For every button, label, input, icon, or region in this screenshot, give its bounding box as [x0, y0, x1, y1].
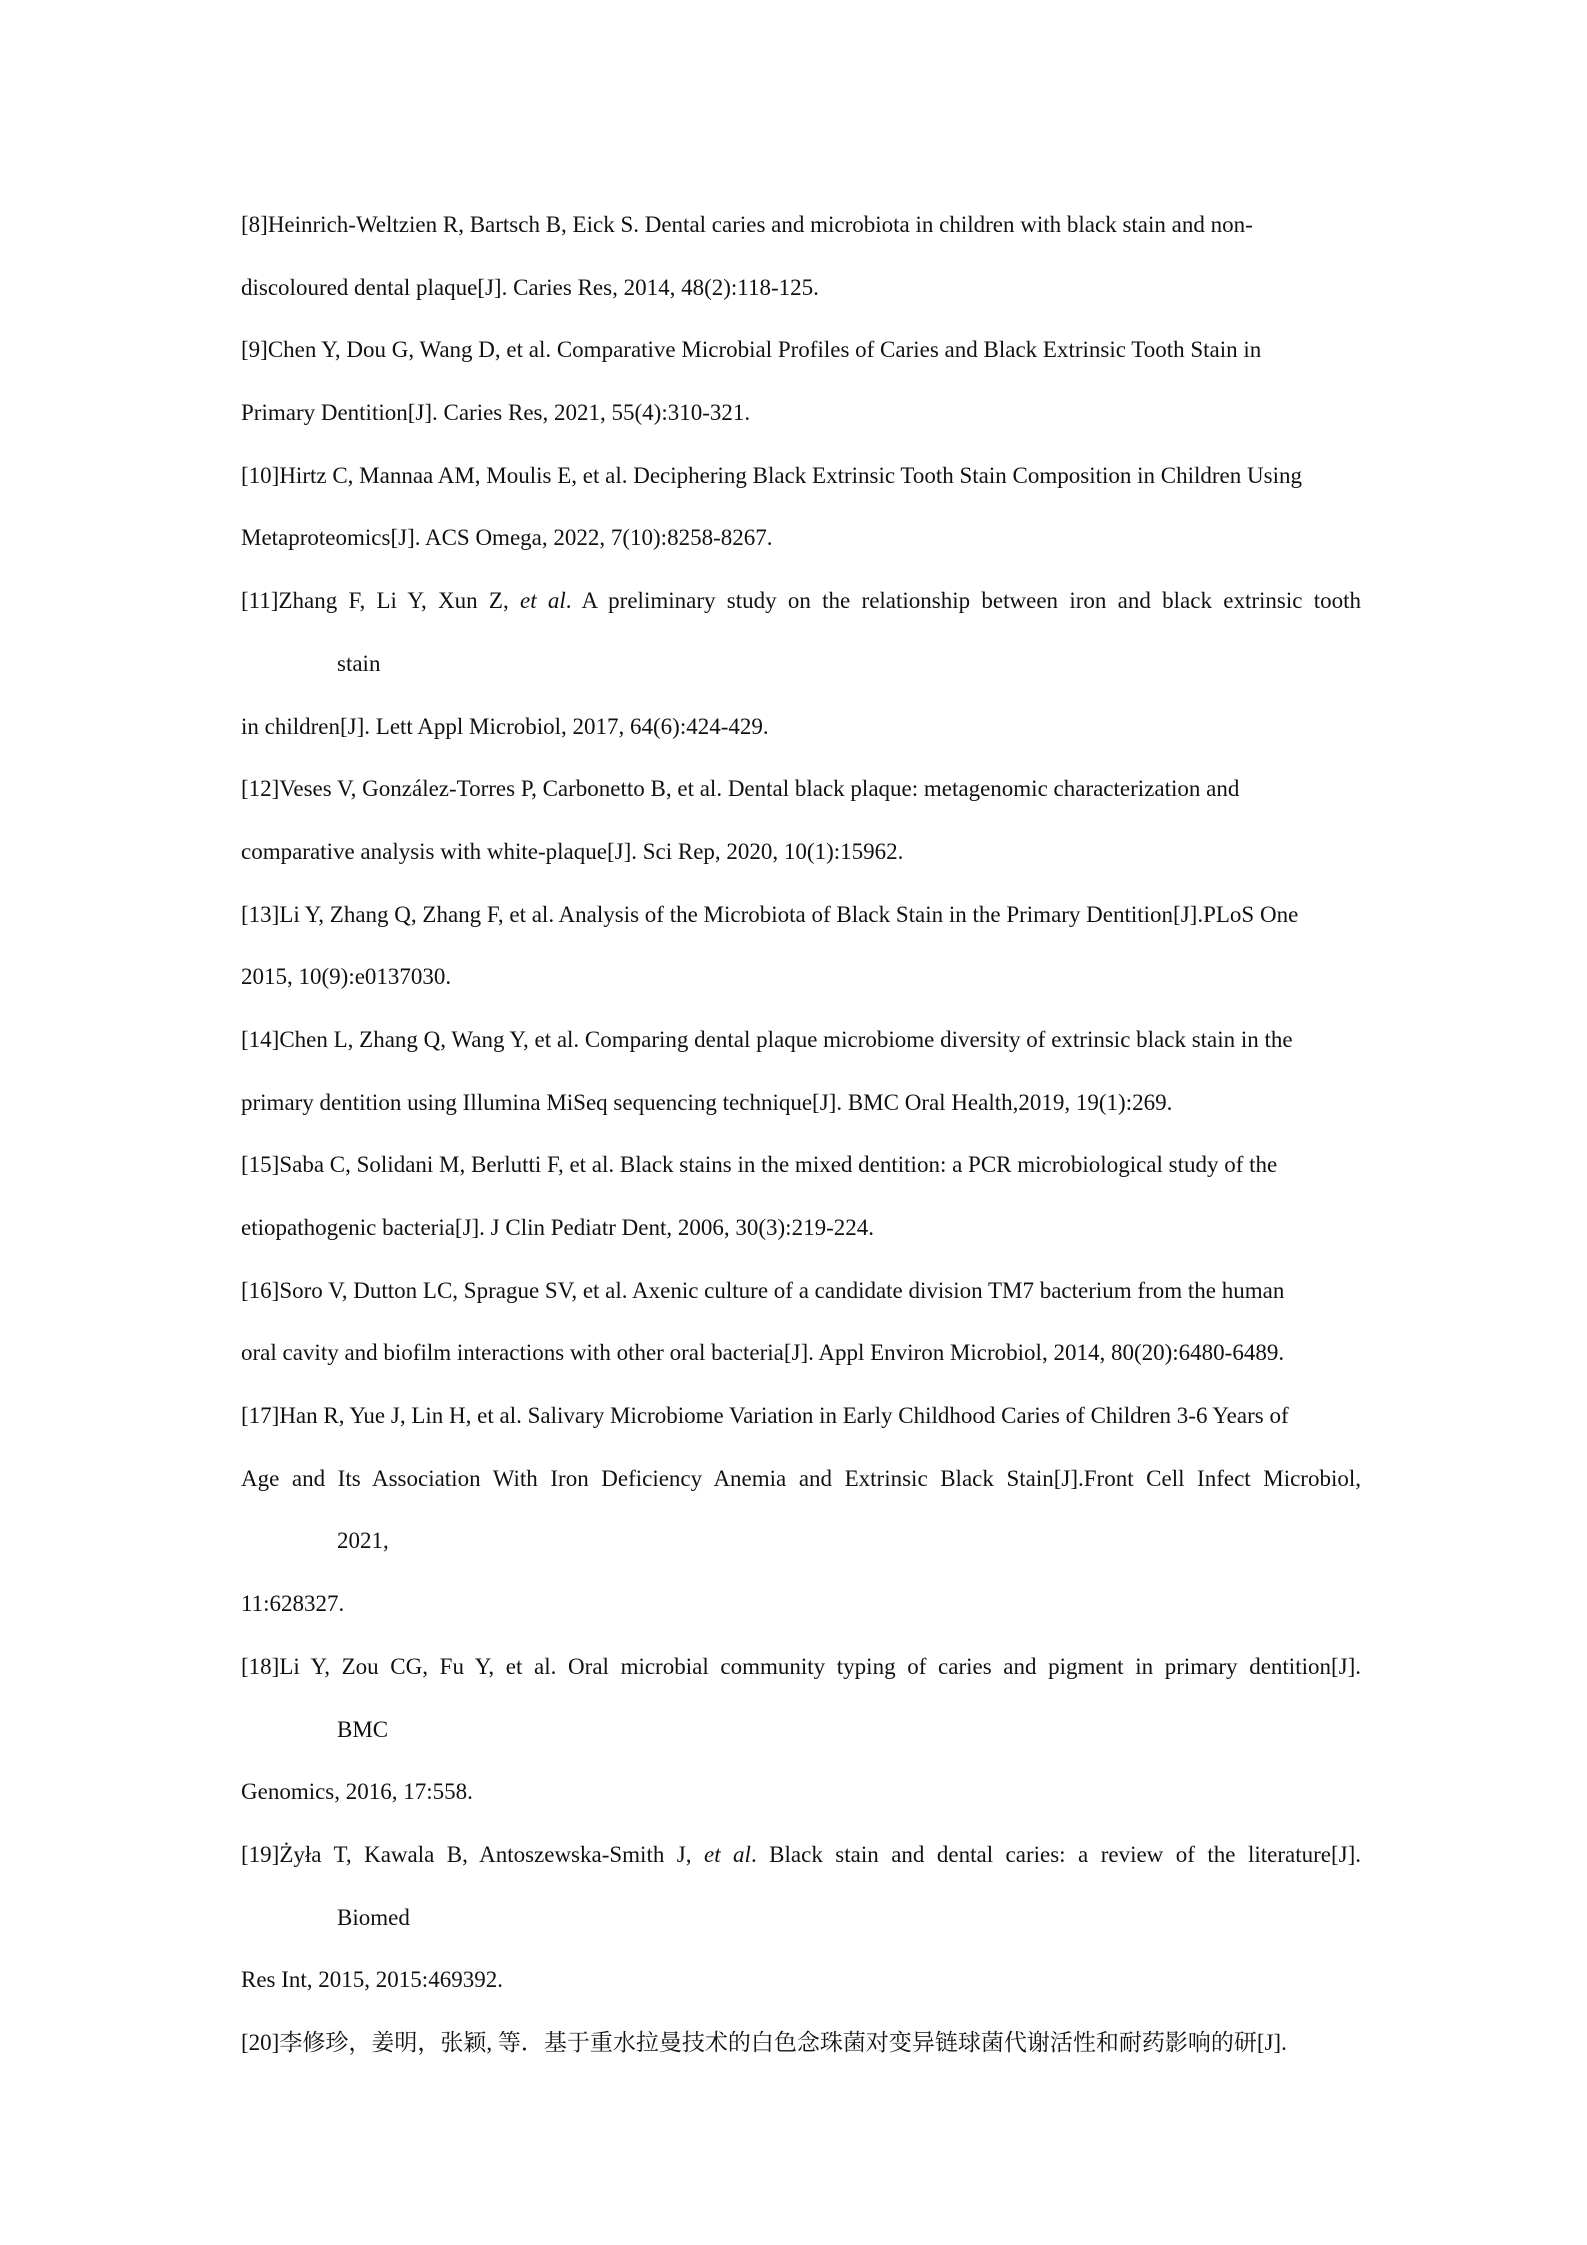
reference-17-line-2: Age and Its Association With Iron Deficiency Anemia and Extrinsic Black Stain[J].Front Cell Infect Microbiol,: [241, 1465, 1361, 1491]
reference-15-line-2: etiopathogenic bacteria[J]. J Clin Pediatr Dent, 2006, 30(3):219-224.: [241, 1215, 874, 1240]
reference-18-line-3: Genomics, 2016, 17:558.: [241, 1779, 473, 1805]
reference-15-line-1: [15]Saba C, Solidani M, Berlutti F, et al. Black stains in the mixed dentition: a PCR microbiological study of the: [241, 1152, 1278, 1178]
reference-19-authors: [19]Żyła T, Kawala B, Antoszewska-Smith J,: [241, 1841, 704, 1867]
reference-19-title: . Black stain and dental caries: a review of the literature[J].: [750, 1841, 1361, 1867]
reference-19-line-1: [241, 1835, 1361, 1898]
reference-16-line-2: oral cavity and biofilm interactions with other oral bacteria[J]. Appl Environ Microbiol, 2014, 80(20):6480-6489.: [241, 1340, 1285, 1366]
reference-item-11: [241, 581, 1361, 769]
reference-item-13: [241, 895, 1361, 1020]
reference-9-line-2: Primary Dentition[J]. Caries Res, 2021, 55(4):310-321.: [241, 400, 751, 426]
reference-17-line-4: 11:628327.: [241, 1591, 345, 1617]
reference-12-line-2: comparative analysis with white-plaque[J]. Sci Rep, 2020, 10(1):15962.: [241, 838, 904, 864]
reference-item-17: [241, 1396, 1361, 1647]
reference-item-10: [241, 456, 1361, 581]
reference-list: [241, 205, 1361, 2086]
reference-19-line-2: Biomed: [337, 1904, 410, 1930]
reference-9-line-1: [9]Chen Y, Dou G, Wang D, et al. Comparative Microbial Profiles of Caries and Black Extrinsic Tooth Stain in: [241, 337, 1262, 363]
reference-11-line-1: [241, 581, 1361, 644]
reference-item-19: [241, 1835, 1361, 2023]
reference-10-line-2: Metaproteomics[J]. ACS Omega, 2022, 7(10):8258-8267.: [241, 525, 773, 551]
reference-8-line-2: discoloured dental plaque[J]. Caries Res, 2014, 48(2):118-125.: [241, 274, 819, 300]
reference-11-line-2: stain: [337, 650, 381, 676]
reference-14-line-2: primary dentition using Illumina MiSeq sequencing technique[J]. BMC Oral Health,2019, 19(1):269.: [241, 1089, 1173, 1115]
reference-18-line-1: [18]Li Y, Zou CG, Fu Y, et al. Oral microbial community typing of caries and pigment in primary dentition[J].: [241, 1653, 1361, 1679]
reference-item-12: [241, 769, 1361, 894]
reference-13-line-1: [13]Li Y, Zhang Q, Zhang F, et al. Analysis of the Microbiota of Black Stain in the Primary Dentition[J].PLoS One: [241, 901, 1299, 927]
reference-item-14: [241, 1020, 1361, 1145]
reference-17-line-1: [17]Han R, Yue J, Lin H, et al. Salivary Microbiome Variation in Early Childhood Caries of Children 3-6 Years of: [241, 1403, 1289, 1429]
reference-10-line-1: [10]Hirtz C, Mannaa AM, Moulis E, et al. Deciphering Black Extrinsic Tooth Stain Composition in Children Using: [241, 462, 1302, 488]
reference-11-title: . A preliminary study on the relationship between iron and black extrinsic tooth: [565, 588, 1361, 614]
reference-8-line-1: [8]Heinrich-Weltzien R, Bartsch B, Eick S. Dental caries and microbiota in children with black stain and non-: [241, 212, 1253, 237]
reference-19-et-al: et al: [703, 1841, 751, 1867]
reference-19-line-3: Res Int, 2015, 2015:469392.: [241, 1967, 503, 1993]
reference-17-line-3: 2021,: [337, 1528, 389, 1554]
reference-item-18: [241, 1647, 1361, 1835]
reference-20-line-1: [20]李修珍，姜明，张颖, 等．基于重水拉曼技术的白色念珠菌对变异链球菌代谢活性和耐药影响的研[J].: [241, 2029, 1287, 2055]
reference-item-15: [241, 1145, 1361, 1270]
reference-18-line-2: BMC: [337, 1716, 389, 1742]
reference-14-line-1: [14]Chen L, Zhang Q, Wang Y, et al. Comparing dental plaque microbiome diversity of extrinsic black stain in the: [241, 1026, 1293, 1052]
reference-13-line-2: 2015, 10(9):e0137030.: [241, 964, 452, 990]
reference-item-16: [241, 1271, 1361, 1396]
reference-item-8: [241, 205, 1361, 330]
reference-11-authors: [11]Zhang F, Li Y, Xun Z,: [241, 588, 521, 614]
reference-11-et-al: et al: [520, 588, 566, 614]
reference-16-line-1: [16]Soro V, Dutton LC, Sprague SV, et al. Axenic culture of a candidate division TM7 bacterium from the human: [241, 1277, 1285, 1303]
reference-item-9: [241, 330, 1361, 455]
reference-11-line-3: in children[J]. Lett Appl Microbiol, 2017, 64(6):424-429.: [241, 713, 769, 739]
reference-12-line-1: [12]Veses V, González-Torres P, Carbonetto B, et al. Dental black plaque: metagenomic characterization and: [241, 776, 1240, 802]
reference-item-20: [241, 2023, 1361, 2086]
